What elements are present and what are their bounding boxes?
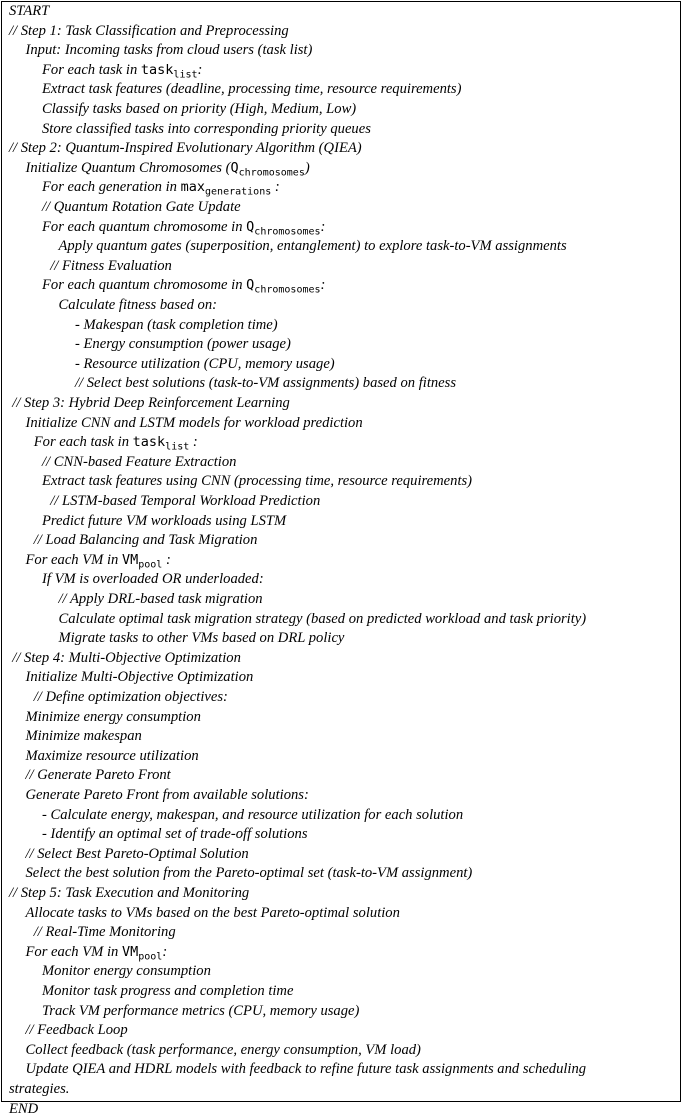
algorithm-line	[2, 825, 680, 845]
line-text: Generate Pareto Front from available solutions:	[25, 787, 309, 803]
line-text: For each quantum chromosome in	[42, 218, 247, 235]
line-text: :	[197, 61, 203, 78]
line-text: For each quantum chromosome in	[42, 277, 247, 294]
math-subscript: pool	[138, 559, 163, 571]
math-base: Q	[230, 159, 239, 176]
line-text: :	[320, 218, 326, 235]
line-text: :	[162, 943, 168, 960]
algorithm-line	[2, 688, 680, 708]
line-text: Input: Incoming tasks from cloud users (task list)	[25, 42, 313, 59]
line-text: Minimize makespan	[25, 728, 142, 745]
line-text: If VM is overloaded OR underloaded:	[42, 571, 264, 588]
algorithm-line	[2, 198, 680, 218]
line-text: :	[320, 277, 326, 294]
algorithm-line	[2, 786, 680, 806]
algorithm-line	[2, 747, 680, 767]
line-text: Extract task features using CNN (processing time, resource requirements)	[42, 473, 473, 490]
algorithm-line	[2, 453, 680, 473]
algorithm-line	[2, 610, 680, 630]
algorithm-line	[2, 923, 680, 943]
line-text: Migrate tasks to other VMs based on DRL policy	[58, 630, 345, 647]
math-variable	[246, 218, 321, 238]
line-text: Calculate optimal task migration strategy (based on predicted workload and task priority)	[58, 610, 587, 627]
algorithm-line	[2, 61, 680, 81]
line-text: Calculate fitness based on:	[58, 297, 217, 313]
algorithm-line	[2, 708, 680, 728]
algorithm-line	[2, 884, 680, 904]
algorithm-line	[2, 218, 680, 238]
line-text: Monitor energy consumption	[42, 963, 211, 980]
algorithm-line	[2, 2, 680, 22]
algorithm-line	[2, 806, 680, 826]
math-subscript: generations	[205, 187, 272, 199]
math-variable	[121, 943, 163, 963]
line-text: - Energy consumption (power usage)	[75, 336, 291, 353]
algorithm-line	[2, 551, 680, 571]
algorithm-line	[2, 668, 680, 688]
math-subscript: list	[173, 69, 198, 81]
line-text: For each task in	[42, 61, 141, 78]
algorithm-line	[2, 1100, 680, 1119]
algorithm-line	[2, 845, 680, 865]
algorithm-line	[2, 41, 680, 61]
algorithm-box	[1, 1, 681, 1117]
math-subscript: chromosomes	[254, 226, 321, 238]
algorithm-line	[2, 531, 680, 551]
line-text: // Apply DRL-based task migration	[58, 591, 263, 607]
math-subscript: chromosomes	[254, 285, 321, 297]
line-text: // Load Balancing and Task Migration	[33, 532, 258, 549]
line-text: // LSTM-based Temporal Workload Prediction	[50, 493, 321, 509]
line-text: :	[189, 434, 198, 451]
line-text: Allocate tasks to VMs based on the best Pareto-optimal solution	[25, 904, 400, 921]
line-text: // Step 2: Quantum-Inspired Evolutionary Algorithm (QIEA)	[9, 140, 362, 157]
algorithm-line	[2, 962, 680, 982]
line-text: START	[9, 3, 50, 19]
algorithm-line	[2, 414, 680, 434]
line-text: Update QIEA and HDRL models with feedback to refine future task assignments and scheduling	[25, 1061, 587, 1078]
line-text: // Quantum Rotation Gate Update	[42, 199, 241, 215]
algorithm-line	[2, 570, 680, 590]
algorithm-line	[2, 590, 680, 610]
line-text: Classify tasks based on priority (High, Medium, Low)	[42, 101, 357, 117]
line-text: Predict future VM workloads using LSTM	[42, 512, 287, 529]
line-text: Store classified tasks into corresponding priority queues	[42, 120, 371, 137]
line-text: // Feedback Loop	[25, 1022, 128, 1039]
algorithm-line	[2, 237, 680, 257]
algorithm-line	[2, 316, 680, 336]
math-variable	[140, 61, 198, 81]
algorithm-line	[2, 1080, 680, 1100]
line-text: // Real-Time Monitoring	[33, 924, 176, 941]
line-text: // Step 3: Hybrid Deep Reinforcement Learning	[12, 395, 290, 411]
math-base: Q	[246, 218, 255, 235]
algorithm-line	[2, 1060, 680, 1080]
line-text: // Step 5: Task Execution and Monitoring	[9, 885, 250, 901]
algorithm-line	[2, 864, 680, 884]
algorithm-line	[2, 982, 680, 1002]
math-variable	[121, 551, 163, 571]
algorithm-line	[2, 178, 680, 198]
line-text: Monitor task progress and completion time	[42, 983, 294, 999]
algorithm-line	[2, 649, 680, 669]
line-text: // Select best solutions (task-to-VM assignments) based on fitness	[75, 375, 457, 392]
algorithm-line	[2, 159, 680, 179]
line-text: - Calculate energy, makespan, and resource utilization for each solution	[42, 806, 464, 823]
line-text: - Makespan (task completion time)	[75, 316, 278, 333]
line-text: For each generation in	[42, 179, 181, 196]
math-subscript: list	[165, 441, 190, 453]
math-subscript: pool	[138, 951, 163, 963]
math-base: Q	[246, 277, 255, 294]
line-text: END	[9, 1100, 39, 1117]
math-variable	[132, 434, 190, 453]
math-base: task	[132, 434, 166, 451]
algorithm-line	[2, 512, 680, 532]
algorithm-line	[2, 139, 680, 159]
line-text: Minimize energy consumption	[25, 708, 201, 725]
line-text: // Fitness Evaluation	[50, 257, 172, 274]
algorithm-line	[2, 120, 680, 140]
line-text: Collect feedback (task performance, energy consumption, VM load)	[25, 1041, 421, 1058]
algorithm-line	[2, 276, 680, 296]
line-text: Maximize resource utilization	[25, 747, 199, 764]
algorithm-line	[2, 100, 680, 120]
line-text: Initialize Quantum Chromosomes (	[25, 159, 231, 176]
line-text: // Step 1: Task Classification and Preprocessing	[9, 22, 289, 39]
algorithm-line	[2, 766, 680, 786]
algorithm-line	[2, 472, 680, 492]
algorithm-line	[2, 80, 680, 100]
line-text: )	[304, 159, 310, 176]
algorithm-line	[2, 257, 680, 277]
math-variable	[230, 159, 305, 179]
algorithm-line	[2, 296, 680, 316]
line-text: For each VM in	[25, 551, 122, 568]
line-text: Initialize CNN and LSTM models for workload prediction	[25, 414, 363, 431]
algorithm-line	[2, 394, 680, 414]
line-text: Apply quantum gates (superposition, entanglement) to explore task-to-VM assignments	[58, 238, 567, 255]
math-subscript: chromosomes	[238, 167, 305, 179]
algorithm-line	[2, 943, 680, 963]
algorithm-line	[2, 492, 680, 512]
line-text: // Step 4: Multi-Objective Optimization	[12, 649, 241, 666]
line-text: // CNN-based Feature Extraction	[42, 453, 237, 470]
line-text: Initialize Multi-Objective Optimization	[25, 669, 254, 686]
algorithm-line	[2, 335, 680, 355]
line-text: - Resource utilization (CPU, memory usage)	[75, 355, 335, 372]
algorithm-line	[2, 1041, 680, 1061]
line-text: Track VM performance metrics (CPU, memory usage)	[42, 1002, 360, 1019]
line-text: // Select Best Pareto-Optimal Solution	[25, 845, 249, 862]
algorithm-line	[2, 433, 680, 453]
line-text: strategies.	[9, 1081, 70, 1097]
line-text: Extract task features (deadline, processing time, resource requirements)	[42, 81, 462, 98]
algorithm-line	[2, 355, 680, 375]
math-base: max	[180, 179, 206, 196]
algorithm-line	[2, 22, 680, 42]
line-text: // Generate Pareto Front	[25, 767, 171, 784]
math-base: VM	[121, 551, 139, 568]
line-text: - Identify an optimal set of trade-off solutions	[42, 826, 308, 843]
math-variable	[246, 277, 321, 297]
algorithm-line	[2, 1021, 680, 1041]
algorithm-line	[2, 727, 680, 747]
line-text: For each VM in	[25, 943, 122, 960]
math-base: task	[140, 61, 174, 78]
algorithm-line	[2, 374, 680, 394]
math-base: VM	[121, 943, 139, 960]
algorithm-line	[2, 904, 680, 924]
algorithm-line	[2, 1002, 680, 1022]
math-variable	[180, 179, 272, 199]
line-text: For each task in	[33, 434, 133, 451]
line-text: :	[271, 179, 280, 196]
algorithm-line	[2, 629, 680, 649]
line-text: // Define optimization objectives:	[33, 689, 228, 705]
line-text: Select the best solution from the Pareto-optimal set (task-to-VM assignment)	[25, 865, 473, 882]
line-text: :	[162, 551, 171, 568]
